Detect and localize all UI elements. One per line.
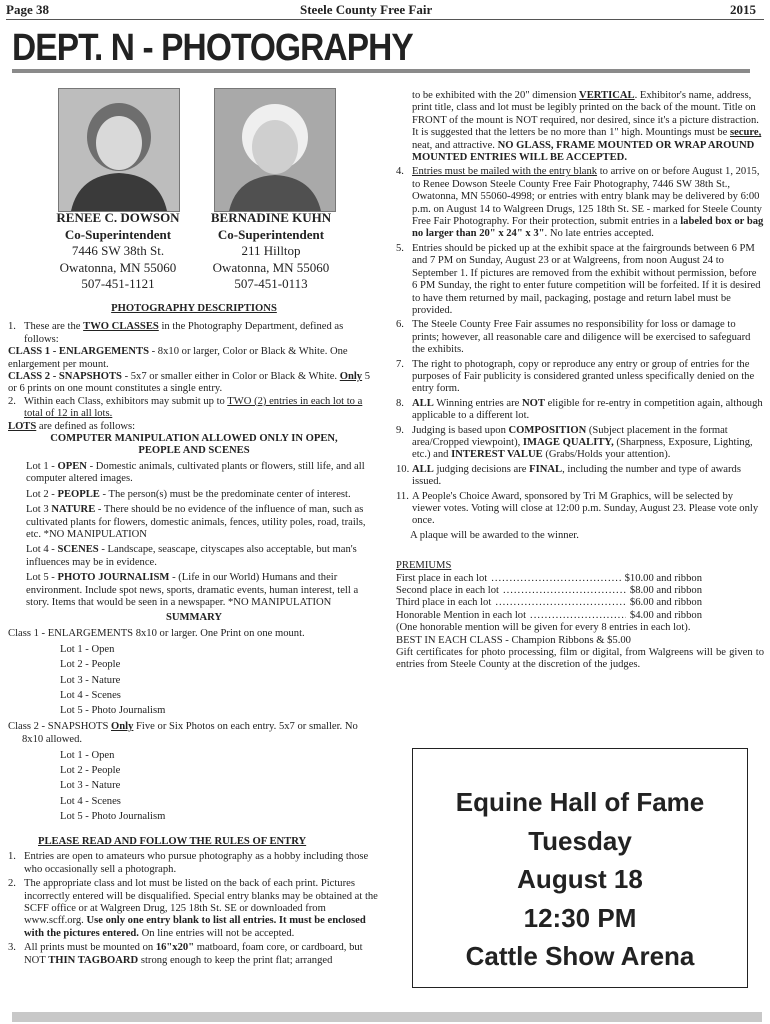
lot-definition: Lot 2 - PEOPLE - The person(s) must be the predominate center of interest. [26, 488, 351, 500]
rule-item: 1. Entries are open to amateurs who pursue photography as a hobby including those who occasionally sell a photograph. [8, 851, 369, 875]
contact-card [48, 210, 188, 293]
summary-class: Class 1 - ENLARGEMENTS 8x10 or larger. One Print on one mount. [8, 627, 305, 639]
rule-item: 2. Within each Class, exhibitors may submit up to TWO (2) entries in each lot to a total of 12 in all lots. [8, 395, 363, 420]
lot-definition: Lot 5 - PHOTO JOURNALISM - (Life in our World) Humans and their environment. Include spot news, sports, dramatic events, human interest, tell a story. Items that would be seen in a newspaper. *NO MANIPULATION [26, 572, 359, 608]
contact-city: Owatonna, MN 55060 [59, 259, 177, 275]
contact-city: Owatonna, MN 55060 [212, 259, 330, 275]
section-heading: PREMIUMS [396, 560, 452, 572]
left-column [8, 303, 380, 967]
section-heading: COMPUTER MANIPULATION ALLOWED ONLY IN OPEN, PEOPLE AND SCENES [50, 433, 338, 457]
rule-item: 8. ALL Winning entries are NOT eligible for re-entry in competition again, although applicable to a different lot. [396, 397, 763, 422]
portrait-photo [58, 88, 180, 212]
rule-item: 6. The Steele County Free Fair assumes no responsibility for loss or damage to prints; however, all reasonable care and diligence will be exercised to safeguard the exhibits. [396, 319, 751, 356]
page-title: DEPT. N - PHOTOGRAPHY [12, 27, 413, 69]
page-number: Page 38 [6, 2, 49, 17]
list-item: Lot 2 - People [60, 659, 121, 671]
premium-row: First place in each lot ..... $10.00 and ribbon [396, 573, 702, 585]
event-announcement-box [412, 748, 748, 988]
footer-bar [12, 1012, 762, 1022]
year: 2015 [730, 2, 756, 17]
contact-role: Co-Superintendent [217, 226, 325, 242]
gift-note: Gift certificates for photo processing, film or digital, from Walgreens will be given to entries from Steele County at the discretion of the judges. [396, 647, 764, 671]
class-definition: CLASS 1 - ENLARGEMENTS - 8x10 or larger, Color or Black & White. One enlargement per mount. [8, 346, 348, 370]
contact-card [201, 210, 341, 293]
contact-name: RENEE C. DOWSON [56, 210, 180, 225]
list-item: Lot 5 - Photo Journalism [60, 810, 166, 822]
event-time: 12:30 PM [523, 902, 637, 933]
plaque-note: A plaque will be awarded to the winner. [410, 529, 579, 541]
rule-item: 7. The right to photograph, copy or reproduce any entry or group of entries for the purposes of Fair publicity is considered granted unless specifically denied on the entry form. [396, 358, 755, 395]
list-item: Lot 5 - Photo Journalism [60, 704, 166, 716]
lot-list [8, 642, 380, 718]
lot-definition: Lot 1 - OPEN - Domestic animals, cultivated plants or flowers, still life, and all computer altered images. [26, 460, 365, 485]
list-item: Lot 4 - Scenes [60, 795, 121, 807]
rule-item: 2. The appropriate class and lot must be listed on the back of each print. Pictures incorrectly entered will be disqualified. Special entry blanks may be obtained at the SCFF office or at Walgreen Drug, 125 18th St. SE or downloaded from www.scff.org. Use only one entry blank to list all entries. It must be enclosed with the pictures entered. On line entries will not be accepted. [8, 878, 378, 939]
lot-list [8, 748, 380, 824]
premium-list [396, 573, 702, 623]
event-day: Tuesday [528, 825, 632, 856]
rule-item: 3. All prints must be mounted on 16"x20" matboard, foam core, or cardboard, but NOT THIN TAGBOARD strong enough to keep the print flat; arranged [8, 942, 363, 966]
class-definition: CLASS 2 - SNAPSHOTS - 5x7 or smaller either in Color or Black & White. Only 5 or 6 prints on one mount constitutes a single entry. [8, 371, 371, 395]
list-item: Lot 3 - Nature [60, 674, 121, 686]
list-item: Lot 3 - Nature [60, 780, 121, 792]
right-column [396, 90, 764, 672]
rule-item: 1. These are the TWO CLASSES in the Photography Department, defined as follows: [8, 321, 344, 345]
contact-role: Co-Superintendent [64, 226, 172, 242]
section-heading: PLEASE READ AND FOLLOW THE RULES OF ENTRY [38, 836, 307, 847]
rule-item: 4. Entries must be mailed with the entry blank to arrive on or before August 1, 2015, to Renee Dowson Steele County Free Fair Photography, 7446 SW 38th St., Owatonna, MN 55060-4998; or entries with entry blank may be delivered by 6:00 p.m. on August 14 to Walgreen Drugs, 125 18th St. SE - marked for Steele County Free Fair Photography. For their protection, submit entries in a labeled box or bag no larger than 20" x 24" x 3". No late entries accepted. [396, 166, 764, 240]
list-item: Lot 4 - Scenes [60, 689, 121, 701]
rule-item: 5. Entries should be picked up at the exhibit space at the fairgrounds between 6 PM and 7 PM on Sunday, August 23 or at Walgreens, from noon August 24 to September 1. If pictures are removed from the exhibit without permission, before 6 PM Sunday, the right to enter future competition will be forfeited. If it is desired to have them returned by mail, packaging, postage and return label must be provided. [396, 242, 761, 316]
list-item: Lot 1 - Open [60, 644, 115, 656]
premium-row: Third place in each lot ..... $6.00 and ribbon [396, 597, 702, 609]
title-underline [12, 69, 750, 73]
list-item: Lot 2 - People [60, 765, 121, 777]
lot-definition: Lot 4 - SCENES - Landscape, seascape, cityscapes also acceptable, but man's influences may be in evidence. [26, 544, 357, 568]
lots-intro: LOTS are defined as follows: [8, 420, 136, 432]
contact-phone: 507-451-0113 [234, 276, 308, 291]
event-title: Equine Hall of Fame [455, 787, 705, 817]
lot-definition: Lot 3 NATURE - There should be no evidence of the influence of man, such as cultivated plants for flowers, domestic animals, fences, utility poles, road, trails, etc. *NO MANIPULATION [26, 504, 366, 540]
rule-item: 9. Judging is based upon COMPOSITION (Subject placement in the format area/Cropped viewpoint), IMAGE QUALITY, (Sharpness, Exposure, Lighting, etc.) and INTEREST VALUE (Grabs/Holds your attention). [396, 424, 753, 461]
section-heading: SUMMARY [165, 612, 223, 624]
premium-row: Honorable Mention in each lot ..... $4.00 and ribbon [396, 610, 702, 622]
premium-row: Second place in each lot ..... $8.00 and ribbon [396, 585, 702, 597]
event-date: August 18 [517, 864, 643, 894]
best-in-class: BEST IN EACH CLASS - Champion Ribbons & $5.00 [396, 634, 631, 646]
list-item: Lot 1 - Open [60, 749, 115, 761]
rule-item: 10. ALL judging decisions are FINAL, including the number and type of awards issued. [396, 463, 741, 488]
summary-class: Class 2 - SNAPSHOTS Only Five or Six Photos on each entry. 5x7 or smaller. No 8x10 allowed. [8, 721, 358, 745]
contact-phone: 507-451-1121 [81, 276, 155, 291]
rule-item-continued: to be exhibited with the 20" dimension VERTICAL. Exhibitor's name, address, print title, class and lot must be legibly printed on the back of the mount. Title on FRONT of the mount is NOT required, nor desired, since it's a picture distraction. It is suggested that the letters be no more than 1" high. Mountings must be secure, neat, and attractive. NO GLASS, FRAME MOUNTED OR WRAP AROUND MOUNTED ENTRIES WILL BE ACCEPTED. [412, 90, 762, 164]
event-location: Cattle Show Arena [465, 941, 695, 971]
person-icon [59, 89, 179, 211]
contact-address: 211 Hilltop [241, 243, 301, 258]
person-icon [215, 89, 335, 211]
contact-address: 7446 SW 38th St. [71, 243, 165, 258]
publication-name: Steele County Free Fair [300, 2, 433, 17]
rule-item: 11. A People's Choice Award, sponsored by Tri M Graphics, will be selected by viewer votes. Voting will close at 12:00 p.m. Sunday, August 23. Please vote only once. [396, 490, 759, 527]
premium-note: (One honorable mention will be given for every 8 entries in each lot). [396, 622, 691, 634]
portrait-photo [214, 88, 336, 212]
contact-name: BERNADINE KUHN [210, 210, 332, 225]
section-heading: PHOTOGRAPHY DESCRIPTIONS [111, 303, 277, 314]
header-rule [6, 19, 764, 20]
